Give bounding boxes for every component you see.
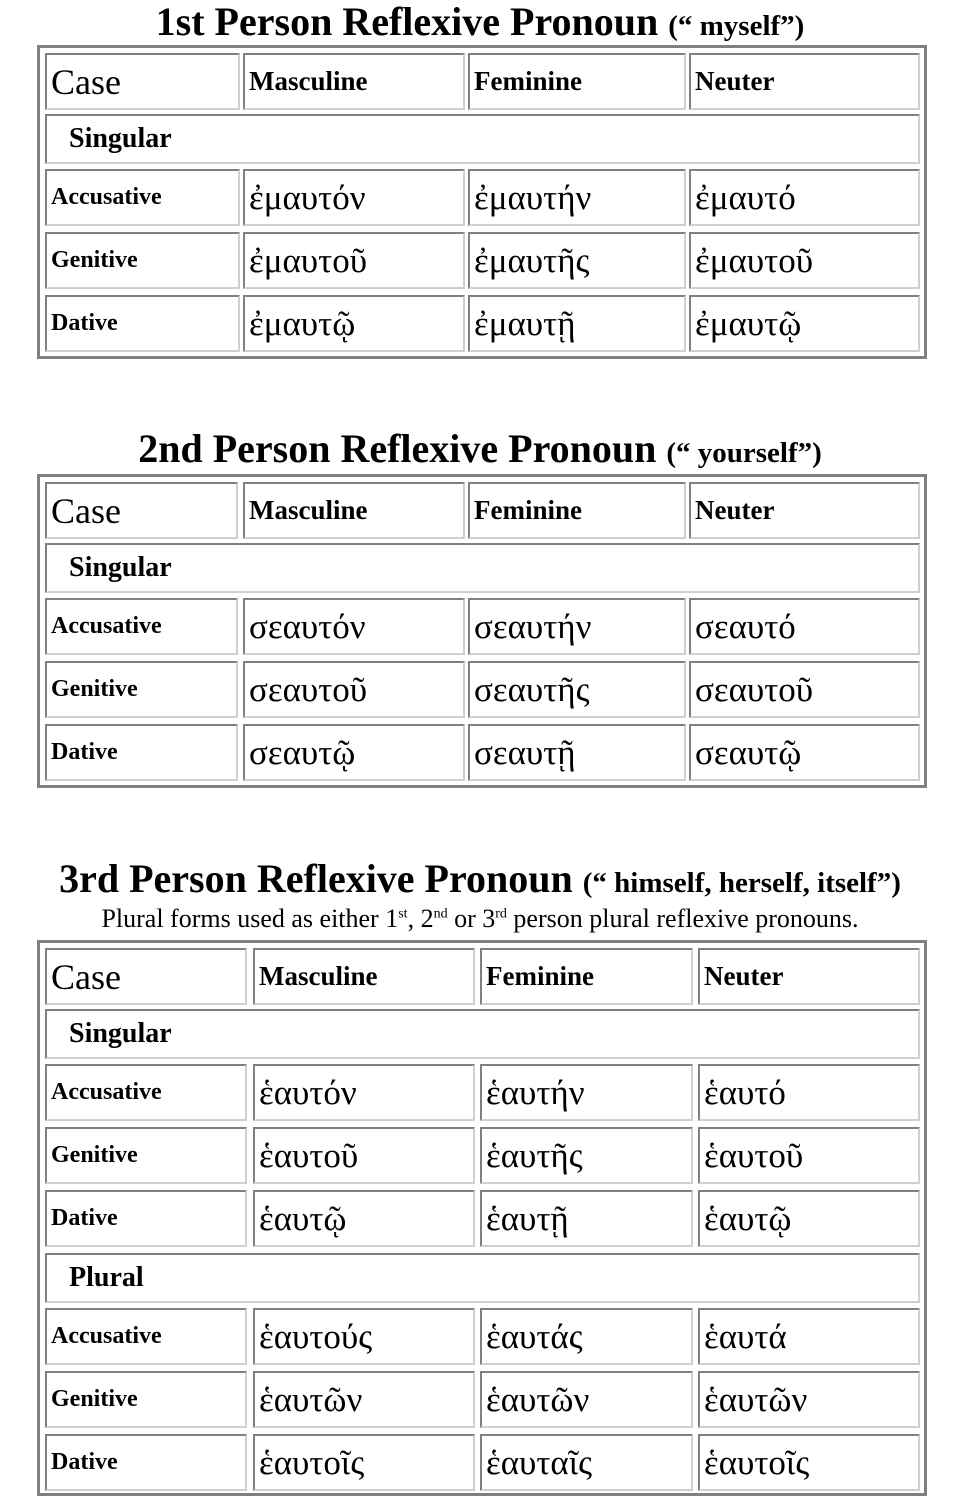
form-accusative-neuter: ἑαυτά <box>698 1308 920 1365</box>
form-accusative-masculine: ἑαυτόν <box>253 1064 475 1121</box>
row-label-dative: Dative <box>45 1434 247 1491</box>
form-accusative-masculine: ἐμαυτόν <box>243 169 465 226</box>
form-accusative-masculine: ἑαυτούς <box>253 1308 475 1365</box>
form-dative-neuter: ἑαυτῷ <box>698 1190 920 1247</box>
header-neuter: Neuter <box>689 53 920 110</box>
row-label-genitive: Genitive <box>45 1371 247 1428</box>
note-part: Plural forms used as either 1 <box>101 904 399 933</box>
header-masculine: Masculine <box>243 53 465 110</box>
form-accusative-neuter: ἑαυτό <box>698 1064 920 1121</box>
form-accusative-neuter: σεαυτό <box>689 598 920 655</box>
form-dative-masculine: σεαυτῷ <box>243 724 465 781</box>
form-genitive-masculine: ἑαυτῶν <box>253 1371 475 1428</box>
table-3-title <box>0 857 960 905</box>
form-genitive-feminine: ἑαυτῶν <box>480 1371 693 1428</box>
form-dative-neuter: ἐμαυτῷ <box>689 295 920 352</box>
form-accusative-masculine: σεαυτόν <box>243 598 465 655</box>
form-dative-feminine: ἐμαυτῇ <box>468 295 686 352</box>
form-dative-masculine: ἑαυτοῖς <box>253 1434 475 1491</box>
form-genitive-feminine: ἑαυτῆς <box>480 1127 693 1184</box>
form-genitive-masculine: σεαυτοῦ <box>243 661 465 718</box>
form-accusative-feminine: ἐμαυτήν <box>468 169 686 226</box>
row-label-genitive: Genitive <box>45 1127 247 1184</box>
form-genitive-neuter: ἑαυτῶν <box>698 1371 920 1428</box>
header-feminine: Feminine <box>480 948 693 1005</box>
table-3 <box>37 940 927 1496</box>
header-case: Case <box>45 948 247 1005</box>
row-label-accusative: Accusative <box>45 598 238 655</box>
group-label-plural: Plural <box>45 1253 920 1303</box>
note-part: , 2 <box>407 904 434 933</box>
title-text: 3rd Person Reflexive Pronoun <box>59 856 573 901</box>
header-neuter: Neuter <box>689 482 920 539</box>
title-gloss: (“ myself”) <box>668 10 805 42</box>
row-label-accusative: Accusative <box>45 1064 247 1121</box>
title-gloss: (“ yourself”) <box>666 437 822 469</box>
form-genitive-feminine: ἐμαυτῆς <box>468 232 686 289</box>
form-dative-feminine: σεαυτῇ <box>468 724 686 781</box>
note-part: or 3 <box>447 904 496 933</box>
header-case: Case <box>45 53 240 110</box>
form-genitive-neuter: ἑαυτοῦ <box>698 1127 920 1184</box>
title-text: 2nd Person Reflexive Pronoun <box>138 426 657 471</box>
header-masculine: Masculine <box>253 948 475 1005</box>
table-1-title <box>0 0 960 48</box>
form-dative-masculine: ἑαυτῷ <box>253 1190 475 1247</box>
header-neuter: Neuter <box>698 948 920 1005</box>
row-label-accusative: Accusative <box>45 169 240 226</box>
row-label-genitive: Genitive <box>45 661 238 718</box>
form-dative-neuter: ἑαυτοῖς <box>698 1434 920 1491</box>
form-genitive-feminine: σεαυτῆς <box>468 661 686 718</box>
row-label-accusative: Accusative <box>45 1308 247 1365</box>
form-genitive-neuter: ἐμαυτοῦ <box>689 232 920 289</box>
title-gloss: (“ himself, herself, itself”) <box>582 867 901 899</box>
row-label-dative: Dative <box>45 724 238 781</box>
table-2-title <box>0 427 960 475</box>
form-dative-feminine: ἑαυταῖς <box>480 1434 693 1491</box>
table-1 <box>37 45 927 359</box>
form-dative-masculine: ἐμαυτῷ <box>243 295 465 352</box>
form-accusative-feminine: σεαυτήν <box>468 598 686 655</box>
form-accusative-feminine: ἑαυτάς <box>480 1308 693 1365</box>
note-part: person plural reflexive pronouns. <box>506 904 859 933</box>
group-label-singular: Singular <box>45 1009 920 1059</box>
header-masculine: Masculine <box>243 482 465 539</box>
form-genitive-masculine: ἑαυτοῦ <box>253 1127 475 1184</box>
group-label-singular: Singular <box>45 543 920 593</box>
note-sup: nd <box>433 906 448 922</box>
title-text: 1st Person Reflexive Pronoun <box>155 0 659 44</box>
form-genitive-masculine: ἐμαυτοῦ <box>243 232 465 289</box>
row-label-dative: Dative <box>45 295 240 352</box>
plural-usage-note <box>0 904 960 934</box>
form-accusative-neuter: ἐμαυτό <box>689 169 920 226</box>
header-feminine: Feminine <box>468 53 686 110</box>
form-accusative-feminine: ἑαυτήν <box>480 1064 693 1121</box>
note-sup: rd <box>495 906 507 922</box>
form-dative-feminine: ἑαυτῇ <box>480 1190 693 1247</box>
group-label-singular: Singular <box>45 114 920 164</box>
header-feminine: Feminine <box>468 482 686 539</box>
header-case: Case <box>45 482 238 539</box>
form-dative-neuter: σεαυτῷ <box>689 724 920 781</box>
table-2 <box>37 474 927 788</box>
form-genitive-neuter: σεαυτοῦ <box>689 661 920 718</box>
row-label-genitive: Genitive <box>45 232 240 289</box>
row-label-dative: Dative <box>45 1190 247 1247</box>
note-sup: st <box>398 906 408 922</box>
